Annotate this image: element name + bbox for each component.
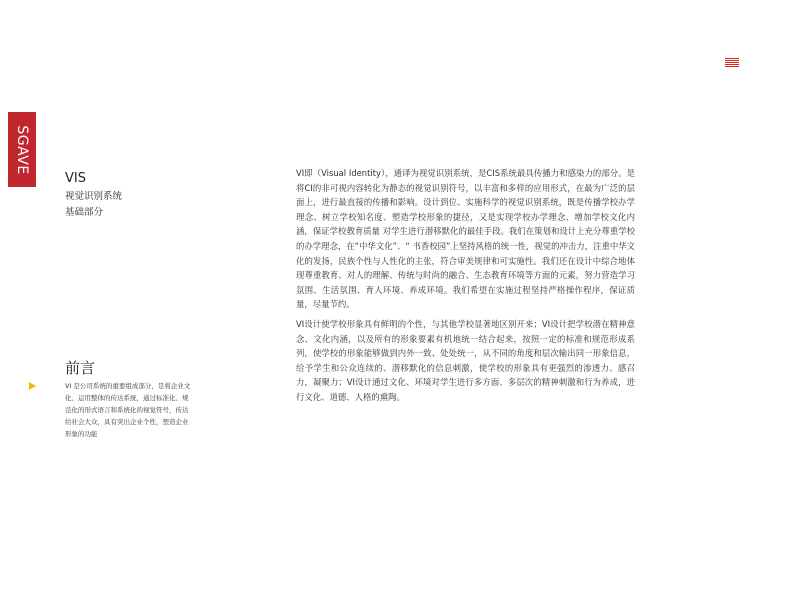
main-paragraph-1: VI即（Visual Identity），通译为视觉识别系统，是CIS系统最具传播力和感染力的部分。是将CI的非可视内容转化为静态的视觉识别符号，以丰富和多样的应用形式，在最为广泛的层面上，进行最直接的传播和影响。设计到位、实施科学的视觉识别系统，既是传播学校办学理念、树立学校知名度、塑造学校形象的捷径，又是实现学校办学理念、增加学校文化内涵，保证学校教育质量 对学生进行潜移默化的最佳手段。我们在策划和设计上充分尊重学校的办学理念，在“中华文化”、“ 书香校园”上坚持风格的统一性，视觉的冲击力，注重中华文化的发扬，民族个性与人性化的主张，符合审美规律和可实施性。我们还在设计中综合地体现尊重教育、对人的理解、传统与时尚的融合、生态教育环境等方面的元素，努力营造学习氛围、生活氛围、育人环境、养成环境。我们希望在实施过程坚持严格操作程序，保证质量，尽量节约。 (296, 168, 635, 310)
preface-body: VI 是公司系统的重要组成部分，是将企业文化、运用整体的传达系统，通过标准化、规范化的形式语言和系统化的视觉符号，传达给社会大众，具有突出企业个性，塑造企业形象的功能 (65, 382, 191, 438)
section-subtitle-1: 视觉识别系统 (65, 191, 123, 202)
brand-label: SGAVE (14, 124, 30, 175)
preface-title: 前言 (65, 359, 96, 377)
corner-stripes-logo (725, 58, 739, 68)
section-subtitle-2: 基础部分 (65, 207, 104, 218)
main-paragraph-2: VI设计使学校形象具有鲜明的个性，与其他学校显著地区别开来；VI设计把学校潜在精神意念、文化内涵，以及所有的形象要素有机地统一结合起来，按照一定的标准和规范形成系列，使学校的形象能够做到内外一致、处处统一，从不同的角度和层次输出同一形象信息，给予学生和公众连续的、潜移默化的信息刺激，使学校的形象具有更强烈的渗透力、感召力，凝聚力；VI设计通过文化、环境对学生进行多方面、多层次的精神刺激和行为养成，进行文化、道德、人格的熏陶。 (296, 319, 635, 402)
section-title: VIS (65, 171, 86, 186)
triangle-arrow-icon (29, 382, 36, 390)
brand-vertical-tab (8, 112, 36, 187)
